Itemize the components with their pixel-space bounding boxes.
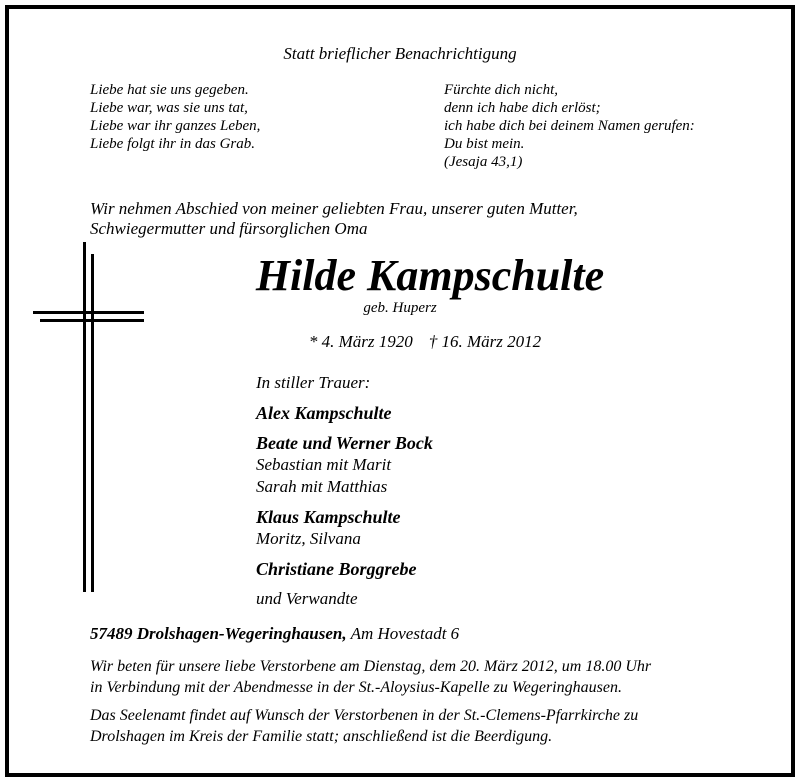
bible-line: ich habe dich bei deinem Namen gerufen: — [444, 118, 695, 134]
relatives-line: und Verwandte — [256, 589, 358, 608]
family-member: Sebastian mit Marit — [256, 455, 392, 474]
funeral-paragraph — [90, 705, 638, 747]
family-name: Christiane Borggrebe — [256, 559, 417, 579]
farewell-intro — [90, 199, 578, 239]
bible-line: Du bist mein. — [444, 136, 525, 152]
address-city: 57489 Drolshagen-Wegeringhausen, — [90, 624, 347, 643]
bible-reference: (Jesaja 43,1) — [444, 154, 523, 170]
family-name: Beate und Werner Bock — [256, 433, 433, 453]
family-name: Alex Kampschulte — [256, 403, 392, 423]
bible-line: denn ich habe dich erlöst; — [444, 100, 601, 116]
paragraph-line: Wir beten für unsere liebe Verstorbene am Dienstag, dem 20. März 2012, um 18.00 Uhr — [90, 658, 652, 675]
birth-date: * 4. März 1920 — [308, 332, 413, 351]
family-member: Moritz, Silvana — [256, 529, 361, 548]
paragraph-line: Drolshagen im Kreis der Familie statt; anschließend ist die Beerdigung. — [90, 728, 553, 745]
intro-line: Schwiegermutter und fürsorglichen Oma — [90, 219, 368, 238]
life-dates — [0, 332, 800, 352]
poem-line: Liebe war ihr ganzes Leben, — [90, 118, 261, 134]
poem-line: Liebe folgt ihr in das Grab. — [90, 136, 256, 152]
bible-quote — [444, 81, 695, 171]
family-name: Klaus Kampschulte — [256, 507, 401, 527]
paragraph-line: Das Seelenamt findet auf Wunsch der Verstorbenen in der St.-Clemens-Pfarrkirche zu — [90, 707, 639, 724]
mourning-label: In stiller Trauer: — [256, 373, 371, 392]
notice-header: Statt brieflicher Benachrichtigung — [283, 44, 517, 63]
bible-line: Fürchte dich nicht, — [444, 82, 558, 98]
death-date: † 16. März 2012 — [428, 332, 542, 351]
address-street: Am Hovestadt 6 — [350, 624, 460, 643]
prayer-paragraph — [90, 656, 651, 698]
poem-line: Liebe war, was sie uns tat, — [90, 100, 248, 116]
mourners-list — [256, 372, 433, 610]
family-member: Sarah mit Matthias — [256, 477, 388, 496]
deceased-name: Hilde Kampschulte — [255, 251, 605, 300]
maiden-name: geb. Huperz — [363, 300, 437, 316]
intro-line: Wir nehmen Abschied von meiner geliebten Frau, unserer guten Mutter, — [90, 199, 578, 218]
paragraph-line: in Verbindung mit der Abendmesse in der St.-Aloysius-Kapelle zu Wegeringhausen. — [90, 679, 622, 696]
poem-line: Liebe hat sie uns gegeben. — [90, 82, 249, 98]
address-line — [90, 624, 459, 644]
